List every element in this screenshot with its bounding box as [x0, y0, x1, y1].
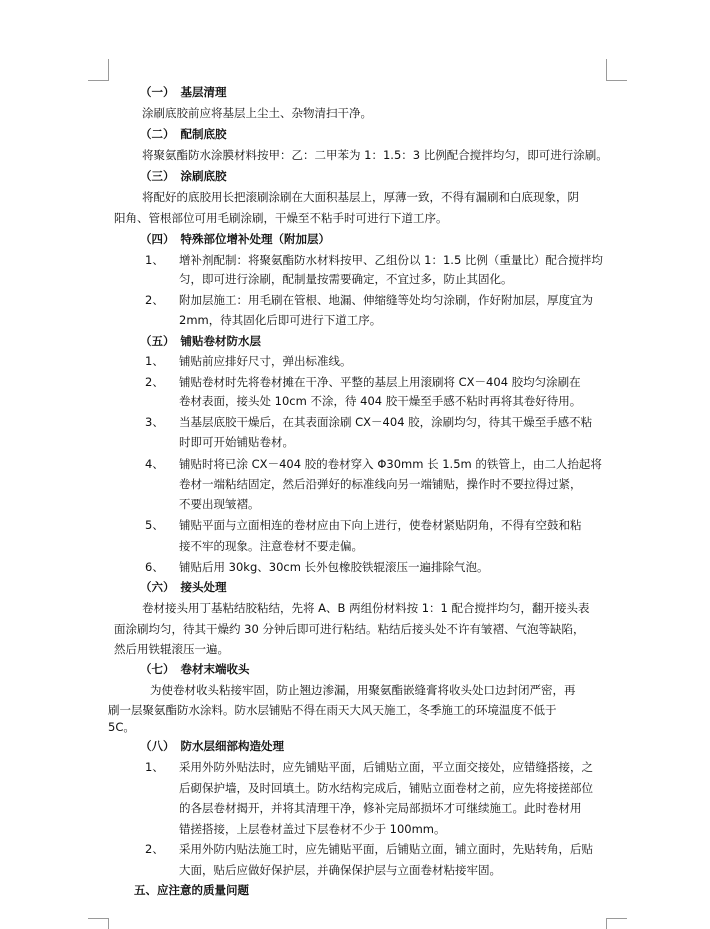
list-item-text: 增补剂配制：将聚氨酯防水材料按甲、乙组份以 1：1.5 比例（重量比）配合搅拌均 — [179, 253, 603, 267]
crop-mark-bottom-right-h — [606, 918, 627, 919]
paragraph-line: 将聚氨酯防水涂膜材料按甲：乙：二甲苯为 1：1.5：3 比例配合搅拌均匀，即可进行涂刷。 — [142, 148, 608, 162]
list-item-text: 铺贴后用 30kg、30cm 长外包橡胶铁辊滚压一遍排除气泡。 — [179, 560, 489, 574]
list-item — [145, 517, 582, 533]
list-item-text: 采用外防外贴法时，应先铺贴平面，后铺贴立面，平立面交接处，应错缝搭接，之 — [179, 760, 593, 774]
list-number: 6、 — [145, 560, 164, 574]
paragraph-line: 将配好的底胶用长把滚刷涂刷在大面积基层上，厚薄一致，不得有漏刷和白底现象，阴 — [142, 190, 579, 204]
crop-mark-bottom-left-v — [108, 918, 109, 929]
list-item-text: 铺贴时将已涂 CX－404 胶的卷材穿入 Φ30mm 长 1.5m 的铁管上，由二人抬起将 — [179, 457, 602, 471]
section-heading: （八） 防水层细部构造处理 — [140, 739, 284, 753]
paragraph-line: 然后用铁辊滚压一遍。 — [114, 642, 229, 656]
section-heading: （二） 配制底胶 — [140, 127, 227, 141]
list-number: 2、 — [145, 842, 164, 856]
list-item-continuation: 不要出现皱褶。 — [179, 497, 260, 511]
list-item — [145, 559, 489, 575]
paragraph-line: 为使卷材收头粘接牢固，防止翘边渗漏，用聚氨酯嵌缝膏将收头处口边封闭严密，再 — [150, 683, 576, 697]
list-item-text: 铺贴前应排好尺寸，弹出标准线。 — [179, 354, 352, 368]
list-item — [145, 292, 593, 308]
list-number: 4、 — [145, 457, 164, 471]
list-item-continuation: 卷材表面，接头处 10cm 不涂，待 404 胶干燥至手感不粘时再将其卷好待用。 — [179, 394, 582, 408]
list-item-text: 当基层底胶干燥后，在其表面涂刷 CX－404 胶，涂刷均匀，待其干燥至手感不粘 — [179, 415, 593, 429]
list-item-continuation: 卷材一端粘结固定，然后沿弹好的标准线向另一端铺贴，操作时不要拉得过紧， — [179, 477, 582, 491]
crop-mark-top-left-h — [88, 80, 109, 81]
section-heading: （六） 接头处理 — [140, 580, 227, 594]
list-number: 1、 — [145, 354, 164, 368]
list-item-continuation: 大面，贴后应做好保护层，并确保保护层与立面卷材粘接牢固。 — [179, 863, 501, 877]
list-item — [145, 374, 581, 390]
list-number: 1、 — [145, 760, 164, 774]
list-item-continuation: 后砌保护墙，及时回填土。防水结构完成后，铺贴立面卷材之前，应先将接搓部位 — [179, 781, 593, 795]
paragraph-line: 面涂刷均匀，待其干燥约 30 分钟后即可进行粘结。粘结后接头处不许有皱褶、气泡等缺陷， — [114, 622, 585, 636]
crop-mark-bottom-right-v — [606, 918, 607, 929]
list-item — [145, 353, 352, 369]
crop-mark-top-right-v — [606, 59, 607, 81]
paragraph-line: 阳角、管根部位可用毛刷涂刷，干燥至不粘手时可进行下道工序。 — [114, 211, 448, 225]
chapter-heading: 五、应注意的质量问题 — [134, 883, 249, 897]
list-item-text: 附加层施工：用毛刷在管根、地漏、伸缩缝等处均匀涂刷，作好附加层，厚度宜为 — [179, 293, 593, 307]
crop-mark-top-right-h — [606, 80, 627, 81]
section-heading: （五） 铺贴卷材防水层 — [140, 334, 261, 348]
list-item — [145, 759, 593, 775]
list-item-continuation: 的各层卷材揭开，并将其清理干净，修补完局部损坏才可继续施工。此时卷材用 — [179, 801, 582, 815]
crop-mark-top-left-v — [108, 59, 109, 81]
section-heading: （一） 基层清理 — [140, 85, 227, 99]
section-heading: （七） 卷材末端收头 — [140, 662, 250, 676]
section-heading: （四） 特殊部位增补处理（附加层） — [140, 232, 330, 246]
paragraph-line: 卷材接头用丁基粘结胶粘结，先将 A、B 两组份材料按 1：1 配合搅拌均匀，翻开接头表 — [142, 601, 590, 615]
list-item-text: 铺贴平面与立面相连的卷材应由下向上进行，使卷材紧贴阴角，不得有空鼓和粘 — [179, 518, 582, 532]
list-item — [145, 841, 593, 857]
list-item — [145, 456, 602, 472]
list-item-text: 采用外防内贴法施工时，应先铺贴平面，后铺贴立面，铺立面时，先贴转角，后贴 — [179, 842, 593, 856]
list-item — [145, 252, 603, 268]
list-item-continuation: 时即可开始铺贴卷材。 — [179, 435, 294, 449]
list-number: 2、 — [145, 293, 164, 307]
list-number: 5、 — [145, 518, 164, 532]
list-item-text: 铺贴卷材时先将卷材摊在干净、平整的基层上用滚刷将 CX－404 胶均匀涂刷在 — [179, 375, 581, 389]
list-item-continuation: 错搓搭接，上层卷材盖过下层卷材不少于 100mm。 — [179, 822, 446, 836]
list-number: 1、 — [145, 253, 164, 267]
list-number: 2、 — [145, 375, 164, 389]
list-item — [145, 414, 592, 430]
list-number: 3、 — [145, 415, 164, 429]
paragraph-line: 5C。 — [108, 720, 135, 734]
list-item-continuation: 匀，即可进行涂刷，配制量按需要确定，不宜过多，防止其固化。 — [179, 272, 513, 286]
list-item-continuation: 接不牢的现象。注意卷材不要走偏。 — [179, 539, 363, 553]
list-item-continuation: 2mm，待其固化后即可进行下道工序。 — [179, 313, 382, 327]
paragraph-line: 刷一层聚氨酯防水涂料。防水层铺贴不得在雨天大风天施工，冬季施工的环境温度不低于 — [108, 703, 557, 717]
section-heading: （三） 涂刷底胶 — [140, 169, 227, 183]
paragraph-line: 涂刷底胶前应将基层上尘土、杂物清扫干净。 — [142, 106, 372, 120]
crop-mark-bottom-left-h — [88, 918, 109, 919]
